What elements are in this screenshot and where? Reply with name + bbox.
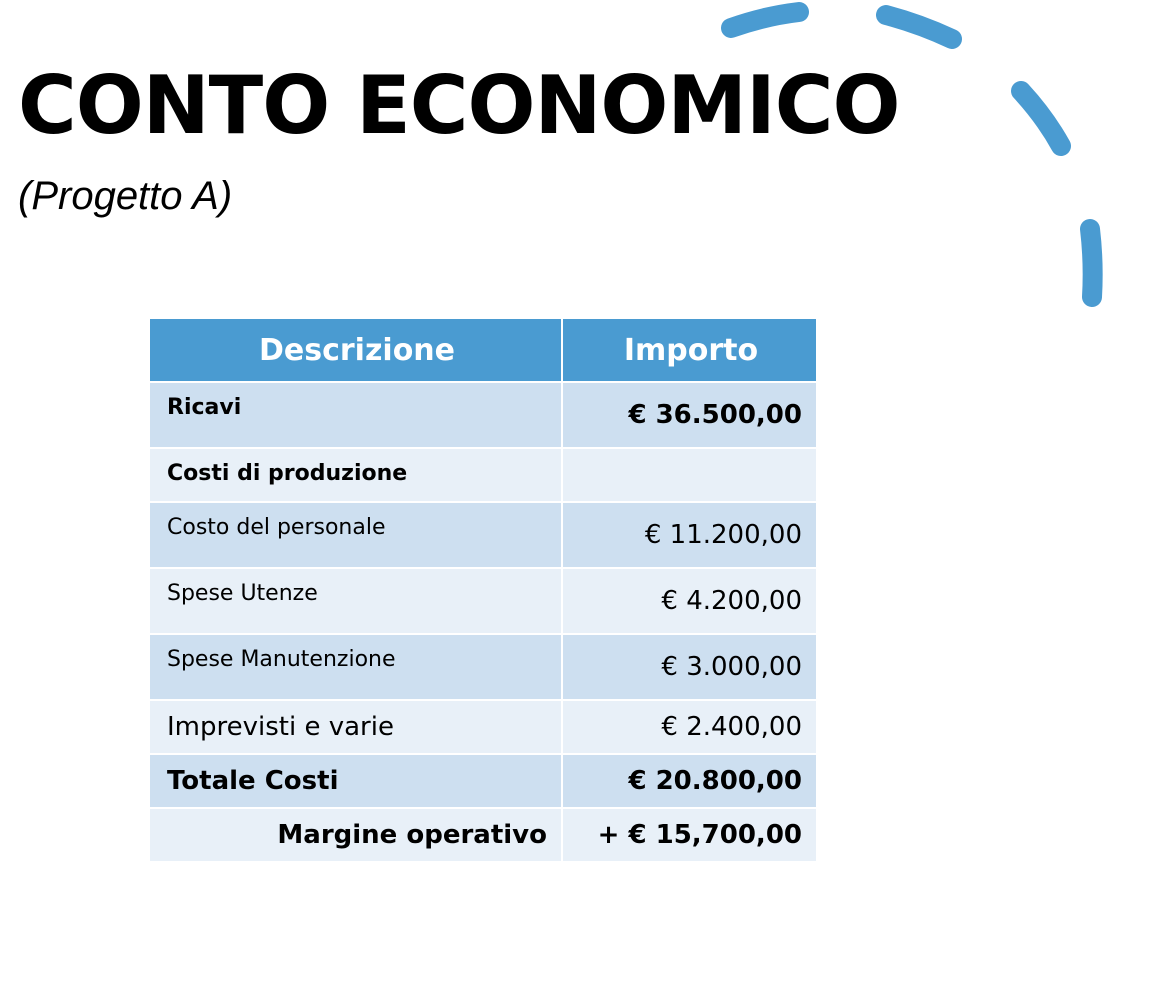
arc-dash-4 xyxy=(1090,229,1093,297)
page-subtitle: (Progetto A) xyxy=(18,174,233,218)
table-row-production-costs xyxy=(149,448,817,502)
arc-dash-1 xyxy=(731,12,799,28)
row-description: Spese Manutenzione xyxy=(149,634,562,700)
table-row-personnel xyxy=(149,502,817,568)
table-row-total-costs xyxy=(149,754,817,808)
row-amount: € 11.200,00 xyxy=(562,502,817,568)
arc-dash-2 xyxy=(886,15,952,39)
table-row-miscellaneous xyxy=(149,700,817,754)
row-description: Totale Costi xyxy=(149,754,562,808)
row-amount: + € 15,700,00 xyxy=(562,808,817,862)
row-amount xyxy=(562,448,817,502)
table-row-revenue xyxy=(149,382,817,448)
page-title: CONTO ECONOMICO xyxy=(18,59,900,152)
row-amount: € 4.200,00 xyxy=(562,568,817,634)
header-description: Descrizione xyxy=(149,318,562,382)
header-amount: Importo xyxy=(562,318,817,382)
table-row-operating-margin xyxy=(149,808,817,862)
row-description: Spese Utenze xyxy=(149,568,562,634)
arc-dash-3 xyxy=(1021,91,1061,146)
row-description: Imprevisti e varie xyxy=(149,700,562,754)
table-header-row xyxy=(149,318,817,382)
table-row-utilities xyxy=(149,568,817,634)
row-description: Ricavi xyxy=(149,382,562,448)
row-description: Costi di produzione xyxy=(149,448,562,502)
row-amount: € 20.800,00 xyxy=(562,754,817,808)
income-statement-table xyxy=(148,317,818,863)
row-description: Costo del personale xyxy=(149,502,562,568)
row-amount: € 36.500,00 xyxy=(562,382,817,448)
income-statement-table-container xyxy=(148,317,818,863)
table-row-maintenance xyxy=(149,634,817,700)
row-amount: € 3.000,00 xyxy=(562,634,817,700)
row-description: Margine operativo xyxy=(149,808,562,862)
row-amount: € 2.400,00 xyxy=(562,700,817,754)
